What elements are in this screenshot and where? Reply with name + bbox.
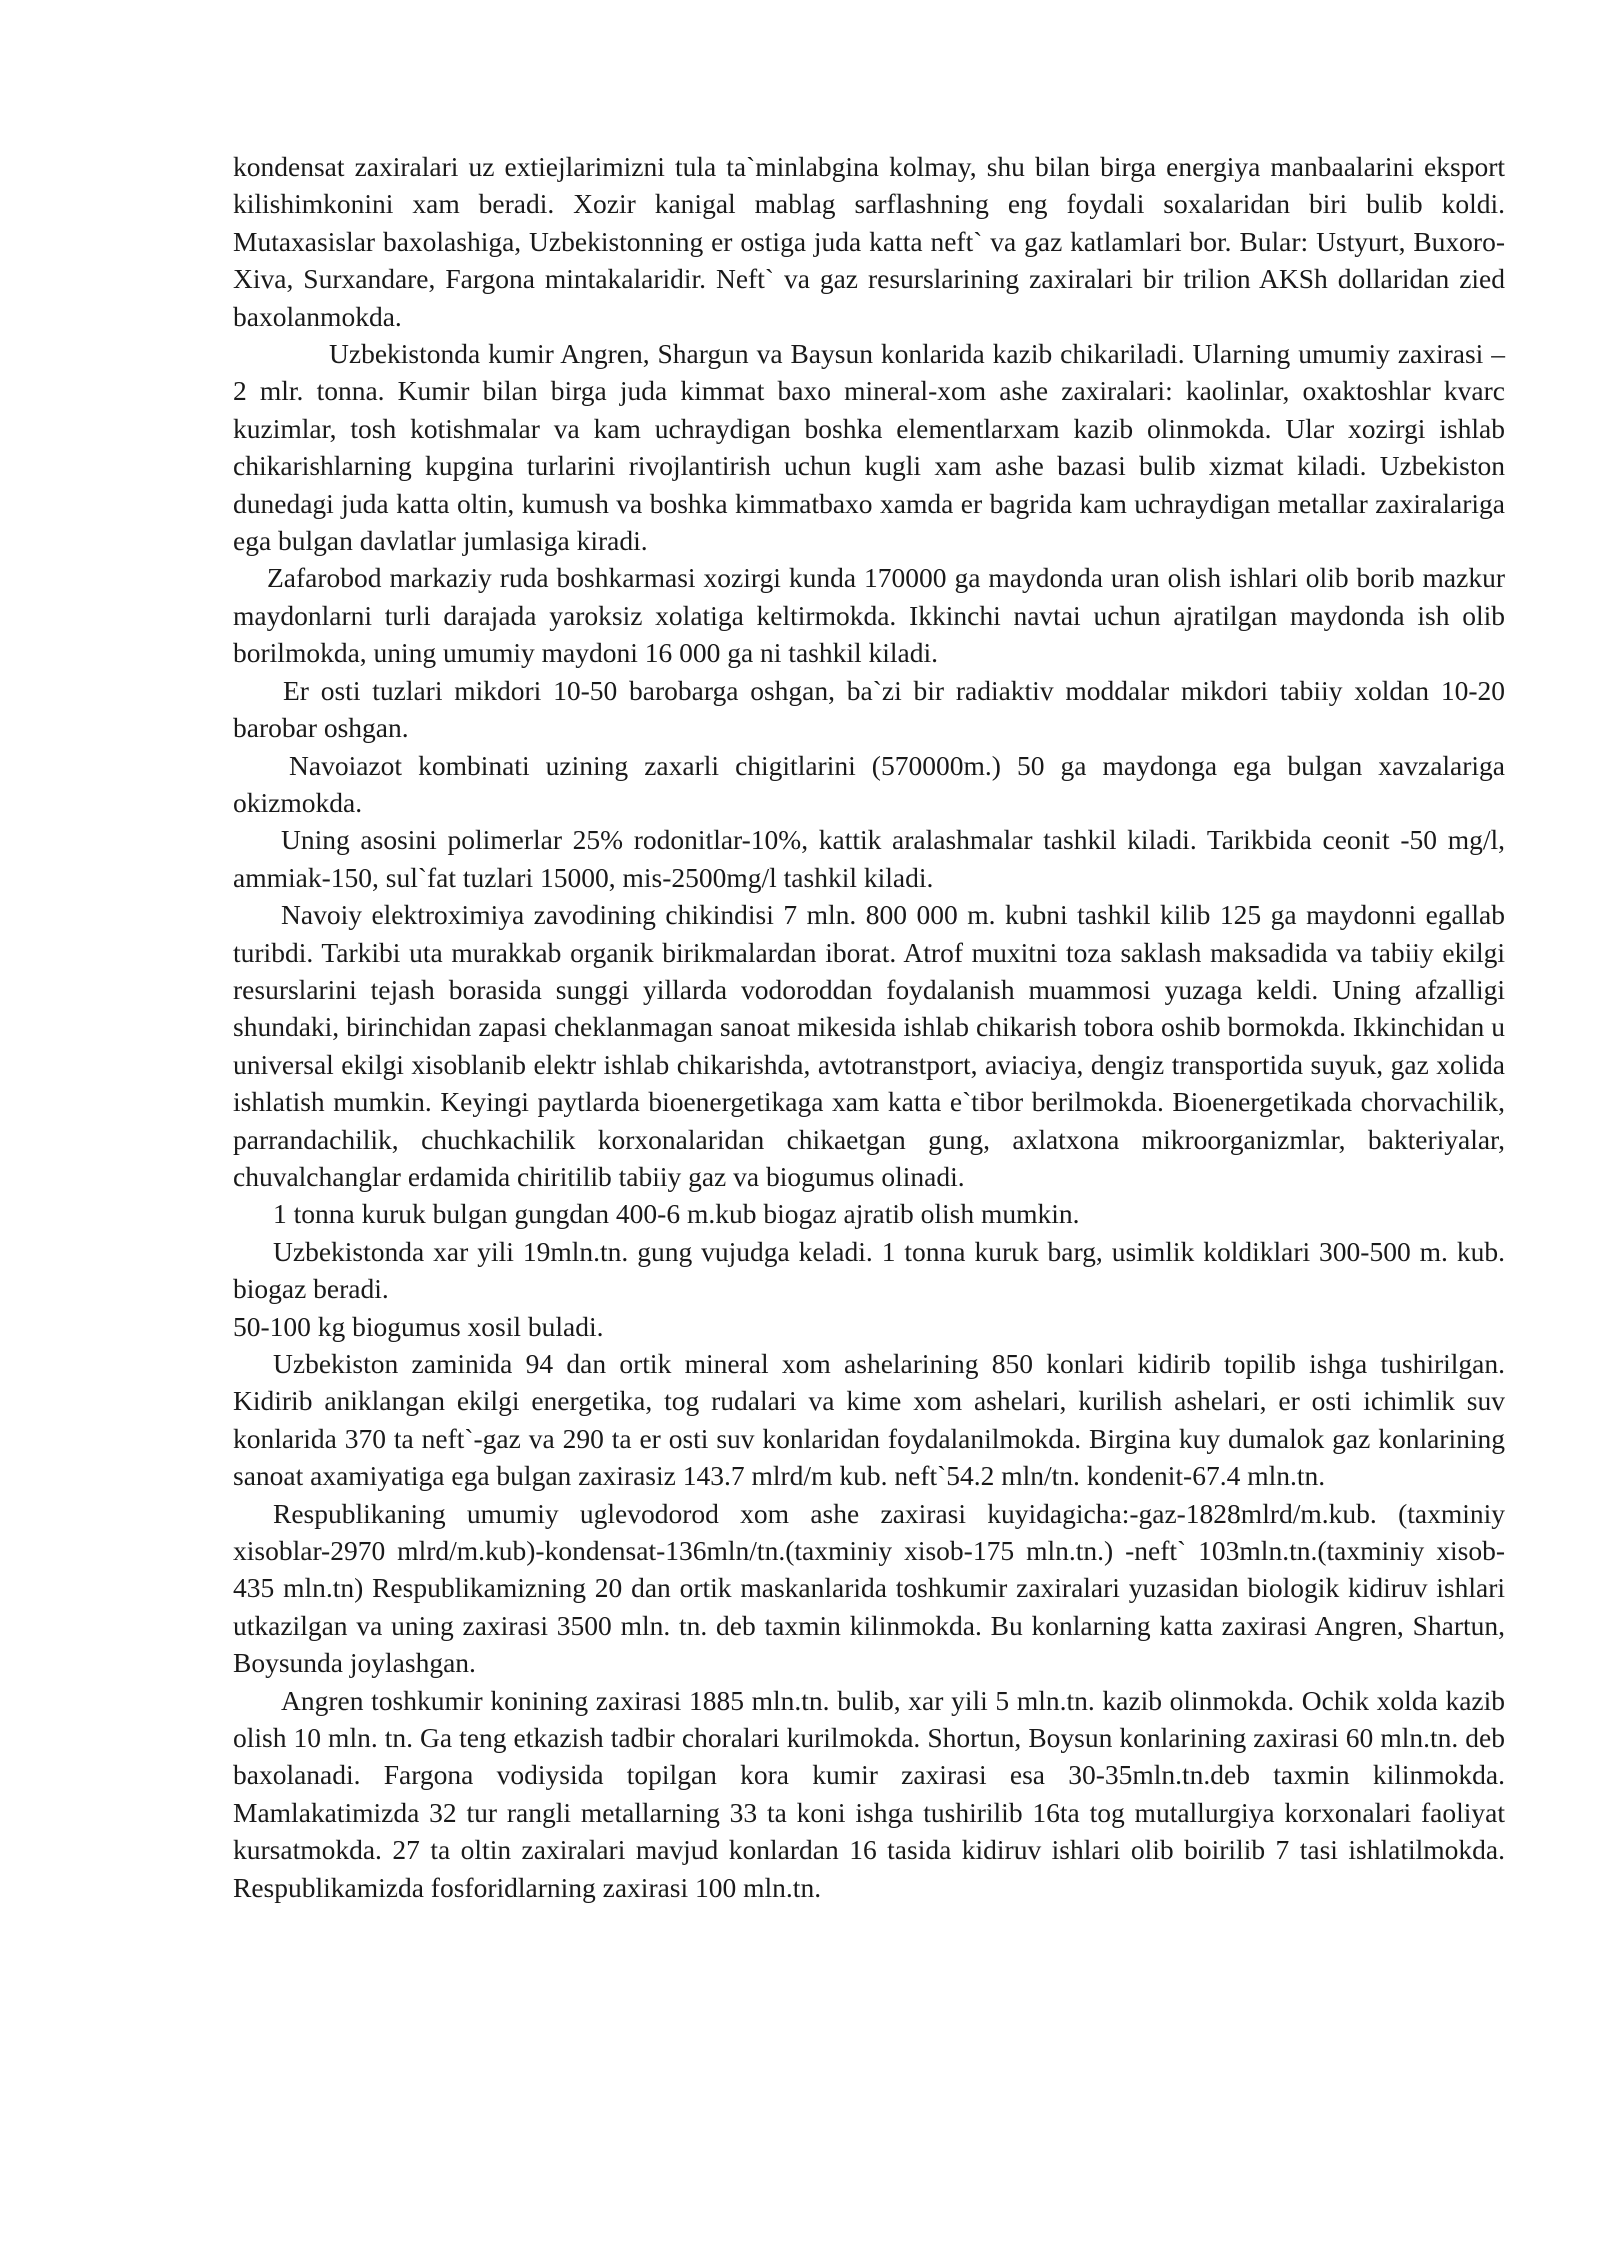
paragraph: Navoiy elektroximiya zavodining chikindisi 7 mln. 800 000 m. kubni tashkil kilib 125 ga maydonni egallab turibdi. Tarkibi uta murakkab organik birikmalardan iborat. Atrof muxitni toza saklash maksadida va tabiiy ekilgi resurslarini tejash borasida sunggi yillarda vodoroddan foydalanish muammosi yuzaga keldi. Uning afzalligi shundaki, birinchidan zapasi cheklanmagan sanoat mikesida ishlab chikarish tobora oshib bormokda. Ikkinchidan u universal ekilgi xisoblanib elektr ishlab chikarishda, avtotranstport, aviaciya, dengiz transportida suyuk, gaz xolida ishlatish mumkin. Keyingi paytlarda bioenergetikaga xam katta e`tibor berilmokda. Bioenergetikada chorvachilik, parrandachilik, chuchkachilik korxonalaridan chikaetgan gung, axlatxona mikroorganizmlar, bakteriyalar, chuvalchanglar erdamida chiritilib tabiiy gaz va biogumus olinadi. xyxy=(233,899,1505,1192)
paragraph: Er osti tuzlari mikdori 10-50 barobarga oshgan, ba`zi bir radiaktiv moddalar mikdori tabiiy xoldan 10-20 barobar oshgan. xyxy=(233,674,1505,744)
paragraph: Respublikaning umumiy uglevodorod xom ashe zaxirasi kuyidagicha:-gaz-1828mlrd/m.kub. (taxminiy xisoblar-2970 mlrd/m.kub)-kondensat-136mln/tn.(taxminiy xisob-175 mln.tn.) -neft` 103mln.tn.(taxminiy xisob-435 mln.tn) Respublikamizning 20 dan ortik maskanlarida toshkumir zaxiralari yuzasidan biologik kidiruv ishlari utkazilgan va uning zaxirasi 3500 mln. tn. deb taxmin kilinmokda. Bu konlarning katta zaxirasi Angren, Shartun, Boysunda joylashgan. xyxy=(233,1497,1505,1679)
paragraph: kondensat zaxiralari uz extiejlarimizni tula ta`minlabgina kolmay, shu bilan birga energiya manbaalarini eksport kilishimkonini xam beradi. Xozir kanigal mablag sarflashning eng foydali soxalaridan biri bulib koldi. Mutaxasislar baxolashiga, Uzbekistonning er ostiga juda katta neft` va gaz katlamlari bor. Bular: Ustyurt, Buxoro-Xiva, Surxandare, Fargona mintakalaridir. Neft` va gaz resurslarining zaxiralari bir trilion AKSh dollaridan zied baxolanmokda. xyxy=(233,151,1505,332)
paragraph: Uning asosini polimerlar 25% rodonitlar-10%, kattik aralashmalar tashkil kiladi. Tarikbida ceonit -50 mg/l, ammiak-150, sul`fat tuzlari 15000, mis-2500mg/l tashkil kiladi. xyxy=(233,824,1505,893)
paragraph: 50-100 kg biogumus xosil buladi. xyxy=(233,1310,604,1342)
paragraph: Uzbekiston zaminida 94 dan ortik mineral xom ashelarining 850 konlari kidirib topilib ishga tushirilgan. Kidirib aniklangan ekilgi energetika, tog rudalari va kime xom ashelari, kurilish ashelari, er osti ichimlik suv konlarida 370 ta neft`-gaz va 290 ta er osti suv konlaridan foydalanilmokda. Birgina kuy dumalok gaz konlarining sanoat axamiyatiga ega bulgan zaxirasiz 143.7 mlrd/m kub. neft`54.2 mln/tn. kondenit-67.4 mln.tn. xyxy=(233,1348,1505,1492)
paragraph: Angren toshkumir konining zaxirasi 1885 mln.tn. bulib, xar yili 5 mln.tn. kazib olinmokda. Ochik xolda kazib olish 10 mln. tn. Ga teng etkazish tadbir choralari kurilmokda. Shortun, Boysun konlarining zaxirasi 60 mln.tn. deb baxolanadi. Fargona vodiysida topilgan kora kumir zaxirasi esa 30-35mln.tn.deb taxmin kilinmokda. Mamlakatimizda 32 tur rangli metallarning 33 ta koni ishga tushirilib 16ta tog mutallurgiya korxonalari faoliyat kursatmokda. 27 ta oltin zaxiralari mavjud konlardan 16 tasida kidiruv ishlari olib boirilib 7 tasi ishlatilmokda. Respublikamizda fosforidlarning zaxirasi 100 mln.tn. xyxy=(233,1684,1505,1903)
body-text xyxy=(233,148,1505,1906)
paragraph: 1 tonna kuruk bulgan gungdan 400-6 m.kub biogaz ajratib olish mumkin. xyxy=(273,1198,1080,1230)
paragraph: Navoiazot kombinati uzining zaxarli chigitlarini (570000m.) 50 ga maydonga ega bulgan xavzalariga okizmokda. xyxy=(233,749,1505,818)
paragraph: Uzbekistonda xar yili 19mln.tn. gung vujudga keladi. 1 tonna kuruk barg, usimlik koldiklari 300-500 m. kub. biogaz beradi. xyxy=(233,1235,1505,1305)
paragraph: Zafarobod markaziy ruda boshkarmasi xozirgi kunda 170000 ga maydonda uran olish ishlari olib borib mazkur maydonlarni turli darajada yaroksiz xolatiga keltirmokda. Ikkinchi navtai uchun ajratilgan maydonda ish olib borilmokda, uning umumiy maydoni 16 000 ga ni tashkil kiladi. xyxy=(233,562,1505,669)
paragraph: Uzbekistonda kumir Angren, Shargun va Baysun konlarida kazib chikariladi. Ularning umumiy zaxirasi – 2 mlr. tonna. Kumir bilan birga juda kimmat baxo mineral-xom ashe zaxiralari: kaolinlar, oxaktoshlar kvarc kuzimlar, tosh kotishmalar va kam uchraydigan boshka elementlarxam kazib olinmokda. Ular xozirgi ishlab chikarishlarning kupgina turlarini rivojlantirish uchun kugli xam ashe bazasi bulib xizmat kiladi. Uzbekiston dunedagi juda katta oltin, kumush va boshka kimmatbaxo xamda er bagrida kam uchraydigan metallar zaxiralariga ega bulgan davlatlar jumlasiga kiradi. xyxy=(233,338,1505,557)
